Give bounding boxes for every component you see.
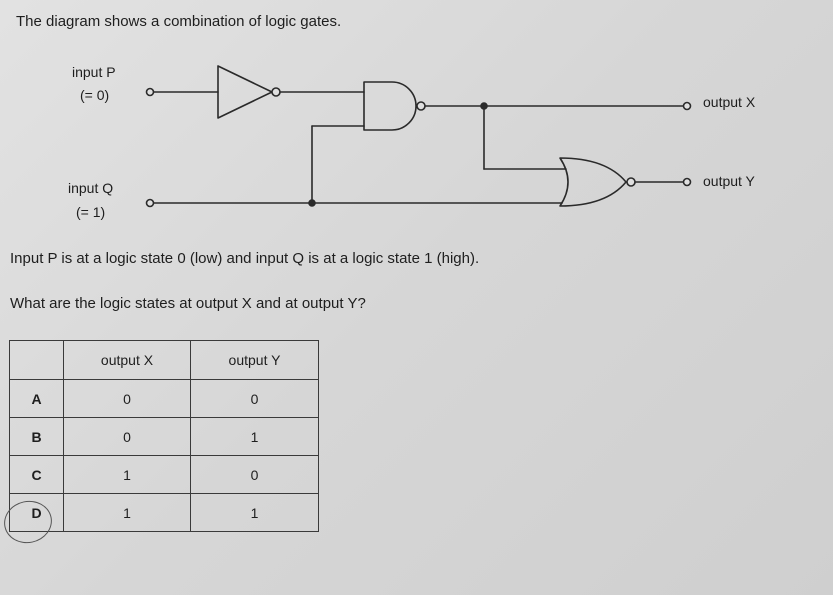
output-x-label: output X xyxy=(703,94,756,110)
input-q-value: (= 1) xyxy=(76,204,106,220)
question-text: What are the logic states at output X and at output Y? xyxy=(10,295,366,312)
input-p-value: (= 0) xyxy=(80,87,110,103)
option-key[interactable]: C xyxy=(10,456,64,494)
table-row[interactable] xyxy=(10,456,319,494)
not-gate xyxy=(218,66,272,118)
option-y-value: 1 xyxy=(191,494,319,532)
table-header-row xyxy=(10,341,319,380)
nor-gate-bubble xyxy=(627,178,635,186)
input-q-label: input Q xyxy=(68,180,114,196)
answer-table xyxy=(9,340,319,532)
nand-gate xyxy=(364,82,416,130)
option-key[interactable]: D xyxy=(10,494,64,532)
option-x-value: 1 xyxy=(64,456,191,494)
input-p-terminal xyxy=(147,89,154,96)
option-x-value: 1 xyxy=(64,494,191,532)
intro-text: The diagram shows a combination of logic gates. xyxy=(16,13,342,30)
option-y-value: 1 xyxy=(191,418,319,456)
table-row[interactable] xyxy=(10,494,319,532)
header-output-x: output X xyxy=(64,341,191,380)
junction-q xyxy=(309,200,315,206)
nand-gate-bubble xyxy=(417,102,425,110)
statement-text: Input P is at a logic state 0 (low) and input Q is at a logic state 1 (high). xyxy=(10,250,480,267)
input-q-terminal xyxy=(147,200,154,207)
option-y-value: 0 xyxy=(191,380,319,418)
header-key xyxy=(10,341,64,380)
table-row[interactable] xyxy=(10,380,319,418)
circuit-svg xyxy=(0,0,833,240)
table-row[interactable] xyxy=(10,418,319,456)
option-x-value: 0 xyxy=(64,418,191,456)
output-x-terminal xyxy=(684,103,691,110)
input-p-label: input P xyxy=(72,64,116,80)
option-key[interactable]: B xyxy=(10,418,64,456)
output-y-label: output Y xyxy=(703,173,755,189)
output-y-terminal xyxy=(684,179,691,186)
option-y-value: 0 xyxy=(191,456,319,494)
not-gate-bubble xyxy=(272,88,280,96)
header-output-y: output Y xyxy=(191,341,319,380)
option-x-value: 0 xyxy=(64,380,191,418)
nor-gate xyxy=(560,158,626,206)
option-key[interactable]: A xyxy=(10,380,64,418)
